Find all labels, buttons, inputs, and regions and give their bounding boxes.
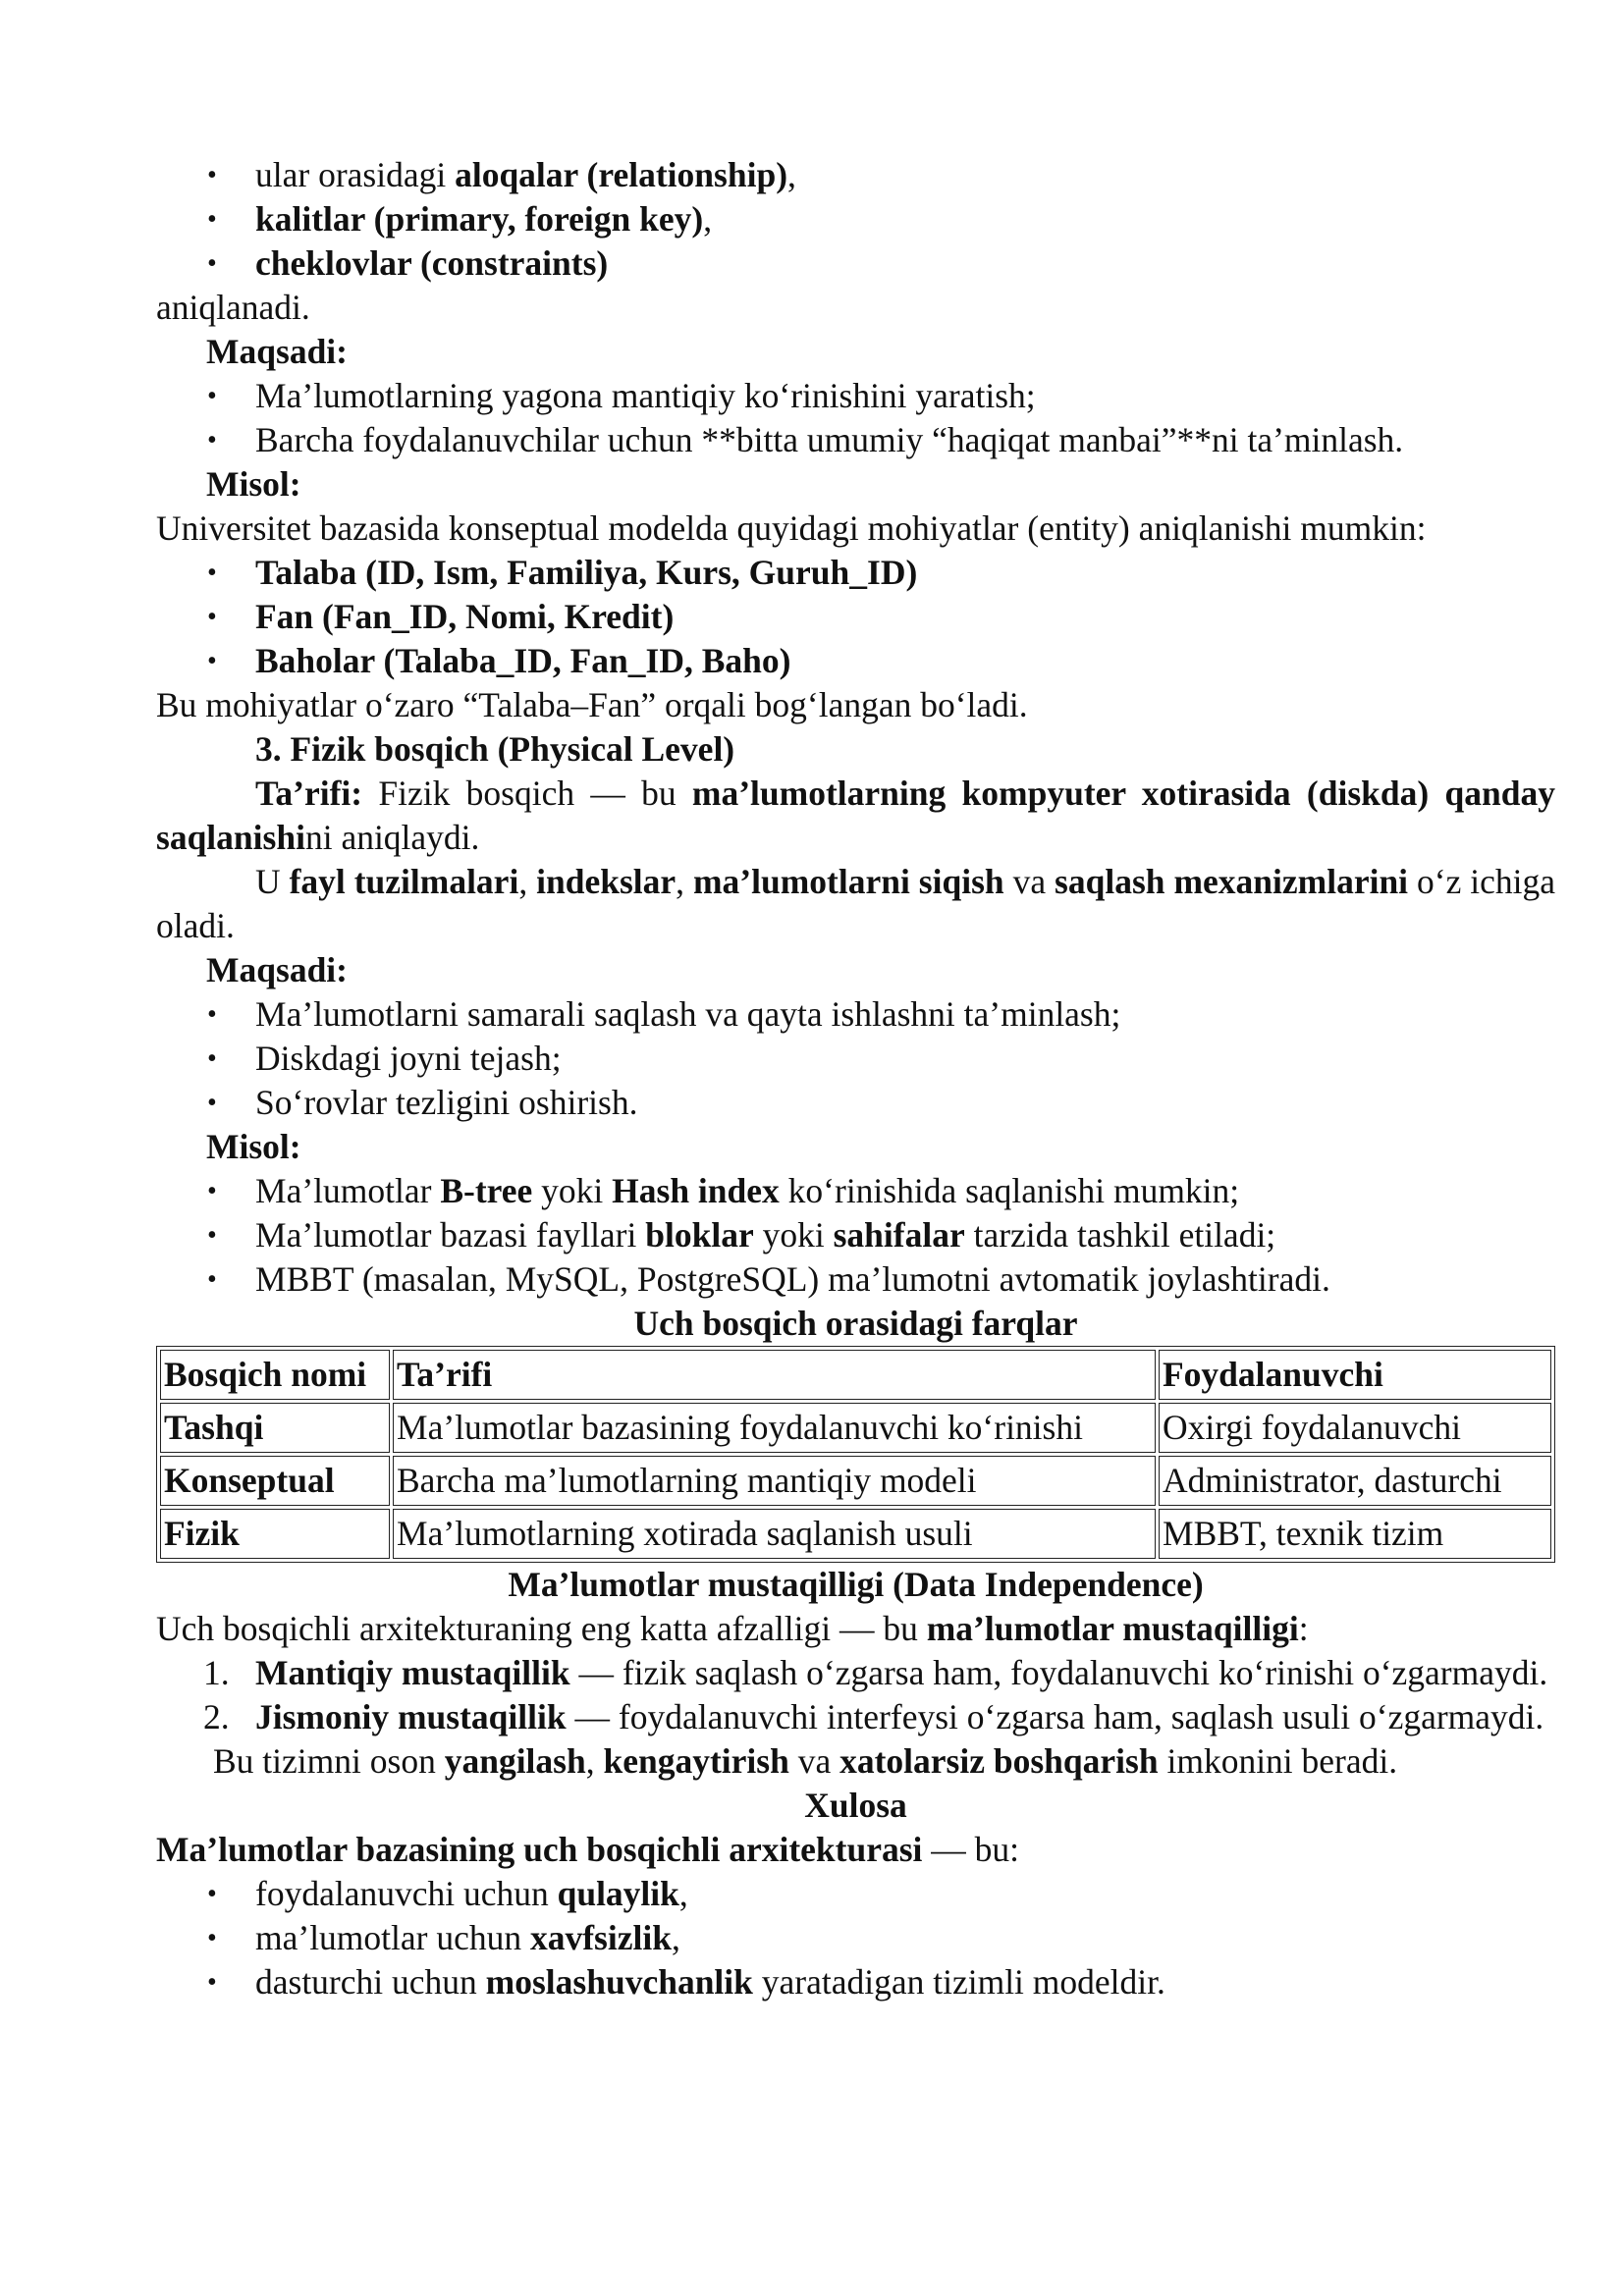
table-cell: Fizik — [160, 1509, 390, 1559]
heading-maqsadi-fizik: Maqsadi: — [206, 950, 348, 989]
list-item: • ma’lumotlar uchun xavfsizlik, — [156, 1916, 1555, 1960]
table-cell: Oxirgi foydalanuvchi — [1159, 1403, 1551, 1453]
section-title-fizik: 3. Fizik bosqich (Physical Level) — [255, 729, 735, 769]
paragraph-independence-summary: Bu tizimni oson yangilash, kengaytirish va xatolarsiz boshqarish imkonini beradi. — [213, 1741, 1398, 1781]
paragraph-includes: U fayl tuzilmalari, indekslar, ma’lumotlarni siqish va saqlash mexanizmlarini o‘z ichiga oladi. — [156, 862, 1556, 945]
list-item: • So‘rovlar tezligini oshirish. — [156, 1081, 1555, 1125]
list-item: • Barcha foydalanuvchilar uchun **bitta umumiy “haqiqat manbai”**ni ta’minlash. — [156, 418, 1555, 462]
list-item: • dasturchi uchun moslashuvchanlik yaratadigan tizimli modeldir. — [156, 1960, 1555, 2004]
table-cell: MBBT, texnik tizim — [1159, 1509, 1551, 1559]
list-item: • Diskdagi joyni tejash; — [156, 1037, 1555, 1081]
heading-misol-fizik: Misol: — [206, 1127, 301, 1166]
list-item: • kalitlar (primary, foreign key), — [156, 197, 1555, 241]
table-row — [160, 1509, 1551, 1559]
bullet-list-maqsadi — [156, 374, 1555, 462]
list-item: • cheklovlar (constraints) — [156, 241, 1555, 286]
bullet-list-entities — [156, 551, 1555, 683]
heading-misol: Misol: — [206, 464, 301, 504]
list-item: • Ma’lumotlarni samarali saqlash va qayta ishlashni ta’minlash; — [156, 992, 1555, 1037]
list-item: • ular orasidagi aloqalar (relationship), — [156, 153, 1555, 197]
table-cell: Ma’lumotlarning xotirada saqlanish usuli — [393, 1509, 1156, 1559]
list-item: • Ma’lumotlar bazasi fayllari bloklar yoki sahifalar tarzida tashkil etiladi; — [156, 1213, 1555, 1257]
list-item: • Ma’lumotlar B-tree yoki Hash index ko‘rinishida saqlanishi mumkin; — [156, 1169, 1555, 1213]
paragraph-conclusion-lead: Ma’lumotlar bazasining uch bosqichli arxitekturasi — bu: — [156, 1830, 1020, 1869]
list-item: • foydalanuvchi uchun qulaylik, — [156, 1872, 1555, 1916]
table-caption: Uch bosqich orasidagi farqlar — [633, 1304, 1078, 1343]
table-header-row — [160, 1350, 1551, 1400]
table-cell: Barcha ma’lumotlarning mantiqiy modeli — [393, 1456, 1156, 1506]
table-header-cell: Foydalanuvchi — [1159, 1350, 1551, 1400]
list-item: • MBBT (masalan, MySQL, PostgreSQL) ma’lumotni avtomatik joylashtiradi. — [156, 1257, 1555, 1302]
table-cell: Ma’lumotlar bazasining foydalanuvchi ko‘rinishi — [393, 1403, 1156, 1453]
section-title-independence: Ma’lumotlar mustaqilligi (Data Independence) — [508, 1565, 1204, 1604]
list-item: • Ma’lumotlarning yagona mantiqiy ko‘rinishini yaratish; — [156, 374, 1555, 418]
list-item: • Fan (Fan_ID, Nomi, Kredit) — [156, 595, 1555, 639]
paragraph-relation: Bu mohiyatlar o‘zaro “Talaba–Fan” orqali bog‘langan bo‘ladi. — [156, 685, 1028, 724]
bullet-list-maqsadi-fizik — [156, 992, 1555, 1125]
table-row — [160, 1456, 1551, 1506]
table-row — [160, 1403, 1551, 1453]
comparison-table — [156, 1346, 1555, 1563]
list-item: 1. Mantiqiy mustaqillik — fizik saqlash o‘zgarsa ham, foydalanuvchi ko‘rinishi o‘zgarmaydi. — [203, 1653, 1548, 1692]
bullet-list-conclusion — [156, 1872, 1555, 2004]
paragraph-independence-intro: Uch bosqichli arxitekturaning eng katta afzalligi — bu ma’lumotlar mustaqilligi: — [156, 1609, 1309, 1648]
list-item: 2. Jismoniy mustaqillik — foydalanuvchi interfeysi o‘zgarsa ham, saqlash usuli o‘zgarmaydi. — [203, 1697, 1544, 1736]
table-cell: Tashqi — [160, 1403, 390, 1453]
document-page — [156, 153, 1555, 2004]
table-cell: Konseptual — [160, 1456, 390, 1506]
table-header-cell: Ta’rifi — [393, 1350, 1156, 1400]
paragraph-definition: Ta’rifi: Fizik bosqich — bu ma’lumotlarning kompyuter xotirasida (diskda) qanday saqlanishini aniqlaydi. — [156, 774, 1555, 857]
list-item: • Baholar (Talaba_ID, Fan_ID, Baho) — [156, 639, 1555, 683]
numbered-list-independence — [156, 1651, 1555, 1739]
heading-maqsadi: Maqsadi: — [206, 332, 348, 371]
table-cell: Administrator, dasturchi — [1159, 1456, 1551, 1506]
section-title-conclusion: Xulosa — [804, 1786, 907, 1825]
list-item: • Talaba (ID, Ism, Familiya, Kurs, Guruh_ID) — [156, 551, 1555, 595]
table-header-cell: Bosqich nomi — [160, 1350, 390, 1400]
bullet-list-misol-fizik — [156, 1169, 1555, 1302]
paragraph-misol-intro: Universitet bazasida konseptual modelda quyidagi mohiyatlar (entity) aniqlanishi mumkin: — [156, 508, 1427, 548]
paragraph-aniqlanadi: aniqlanadi. — [156, 288, 310, 327]
bullet-list-model-elements — [156, 153, 1555, 286]
